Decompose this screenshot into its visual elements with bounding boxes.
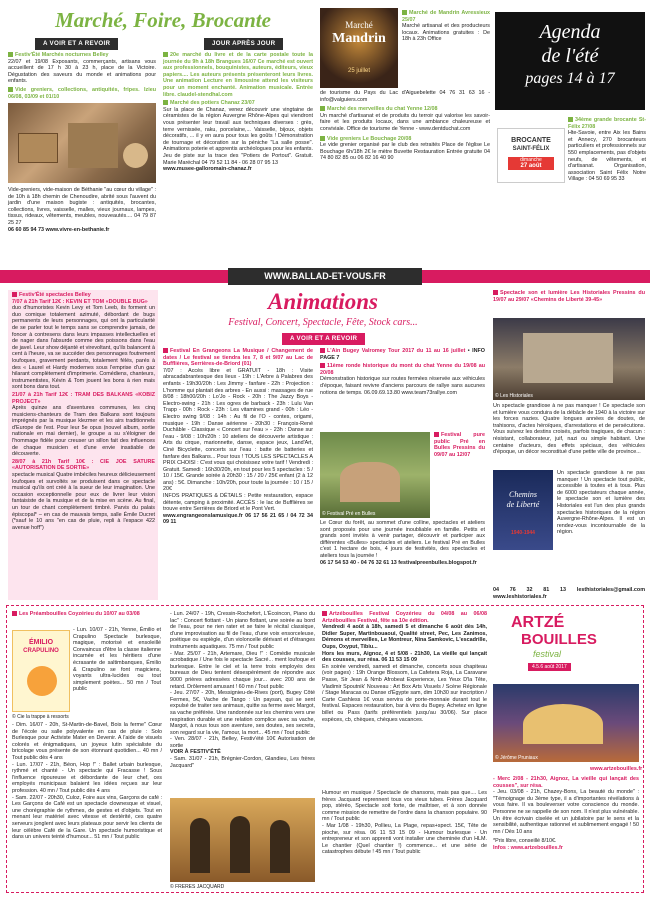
bot-col1-text2: - Dim. 16/07 - 20h, St-Martin-de-Bavel, Bois la ferme" Cœur de l'école ou salle polyvalente en cas de pluie : Solo Burlesque pour Activiste Mater en Devenir. A l'aide de visuels colorés et énigmatiques, un joyeux lutin spécialiste du bricolage vous présente de son étonnant quotidien... 40 mn / Tout public dès 4 ans - Lun. 17/07 - 21h, Béon, Hop !" : Ballet urbain burlesque, rythmé et chanté - Un spectacle qui Fracasse ! Sous l'influence rigoureuse et débordante de leur chef, ces employés municipaux balaient les idées reçues sur leur profession. 40 mn / Tout public dès 4 ans - Sam. 22/07 - 20h30, Culoz, Foire aux vins, Garçons de café : Les Garçons de Café est un spectacle clownesque et visuel, une chorégraphie de rythmes, de gestes et d'objets. Tout en menant leur matériel avec vitesse et dextérité, ces quatre serveurs jonglent avec leurs plateaux pour servir les clients de leur célèbre Café de la Gare. Un spectacle humoristique et dans un univers teinté d'humour... 51 mn / Tout public bbox=[12, 722, 162, 841]
mid-col4-text1: Un spectacle grandiose à ne pas manquer ! Ce spectacle son et lumière vous conduira de la débâcle de 1940 à la victoire sur les forces nazies. Quatre longues années de doutes, de trahisons, d'actes héroïques, d'arrestations et de persécutions. Vous suivrez les destins croisés, parfois tragiques, de chacun : résistant, collaborateur, juif, nazi ou simple habitant. Une centaine d'acteurs, des effets spéciaux, des véhicules d'époque, un décor reconstitué d'une petite ville de province... bbox=[493, 403, 645, 456]
mid-col2: Festival En Grangeons La Musique / Changement de dates / Le festival se tiendra les 7, 8 et 9/07 au Lac de Bufflières, Serrières-de-Briord (01) 7/07 : Accès libre et GRATUIT - 18h : Visite abracadabrantesque des lieux - 19h : L'Arbre à Palabres des enfants - 19h30/20h : Les Jimmy - fanfare - 22h : Projection : L'homme qui plantait des arbres - En aussi : massages de rue 8/08 : 18h00/20h : Lo'Jo - Rock - 20h : The Jazzy Boys - Electro-swing - 21h : Les ogres de barback - 23h : Lulu Van Trapp - 00h : Rock - 23h : Les vitamines grand - 00h : Léo - Electro swing 9/08 : 14h : Au fil de l'O - contes, origami, musique - 19h : Danse aérienne - 20h30 : François-René Duchâble - Classique « Concert sur l'eau » - 23h : Danse sur l'eau - 9/08 : 10h/20h : 10 ateliers de découverte artistique : Arts du cirque, marionnette, danse, espace jeux, Land'Art, Ciné Bicyclette, concerts sur l'eau : batte de batteries et fanfare des Balkans... Pour tous ! TOUS LES SPECTACLES A PRIX CHOISI : C'est vous qui choisissez votre tarif ! Vendredi : Gratuit. Samedi : 16h30/20h, en tout pour les 5 spectacles : 5 / 10 / 15€. Grande soirée à 20h30 : 15 / 20 / 25€ enfant (2 à 12 ans) : 5€. Dimanche : 10h/20h, pour toute la journée : 10 / 15 / 20€ INFOS PRATIQUES & DÉTAILS : Petite restauration, espace détente, camping à proximité. ACCÈS : le lac de Bufflières se trouve entre Serrières de Briord et le Pont Vert. www.engrangeonslamusique.fr 06 17 56 21 65 / 04 72 34 09 11 bbox=[163, 348, 313, 526]
artzebouilles-photo: © Jérôme Pruniaux bbox=[493, 684, 639, 762]
section-title-markets: Marché, Foire, Brocante bbox=[55, 8, 271, 32]
pill-jour-apres-jour: JOUR APRÈS JOUR bbox=[204, 38, 283, 50]
col3-text-1: Marché artisanal et des producteurs locaux. Animations gratuites : De 18h à 23h Office bbox=[402, 23, 490, 43]
col2-url: www.musee-galloromain-chanaz.fr bbox=[163, 166, 252, 173]
emilio-caption: © Cie la trappe à ressorts bbox=[12, 714, 69, 720]
col3-text-1b: de tourisme du Pays du Lac d'Aiguebelette 04 76 31 63 16 - info@valguiers.com bbox=[320, 90, 490, 103]
col1-heading-2: Vide greniers, collections, antiquités, fripes. Izieu 06/08, 03/09 et 01/10 bbox=[8, 86, 156, 100]
jacquard-caption: © FRERES JACQUARD bbox=[170, 884, 225, 890]
brocante-photo bbox=[8, 103, 156, 183]
pill-voir-revoir: A VOIR ET A REVOIR bbox=[35, 38, 118, 50]
historiales-photo: © Les Historiales bbox=[493, 318, 645, 400]
bot-col1: Les Préambouilles Coyzérieu du 10/07 au 03/08 bbox=[12, 611, 162, 618]
emilio-poster: ÉMILIO CRAPULINO bbox=[12, 630, 70, 712]
col3-mandrin bbox=[402, 10, 490, 43]
pill-anim: A VOIR ET A REVOIR bbox=[282, 333, 365, 345]
mid-col3-text: Le Cœur du forêt, au sommet d'une colline, spectacles et ateliers sont proposés pour une journée inoubliable en famille. Petits et grands sont invités à venir partager, découvrir et participer aux différentes «Bulles» spectacles et ateliers. Le festival Pré en Bulles c'est 1 hectare de bois, 4 jours de festivités, des spectacles et ateliers tous la journée ! 06 17 54 53 40 - 04 76 32 61 13 festivalpreenbulles.blogspot.fr bbox=[320, 520, 485, 566]
artzebouilles-poster: ARTZÉ BOUILLES festival 4.5.6 août 2017 bbox=[493, 611, 639, 681]
col2-heading-2: Marché des potiers Chanaz 23/07 bbox=[170, 100, 255, 107]
col3-heading-1: Marché de Mandrin Avressieux 25/07 bbox=[402, 10, 490, 23]
animations-subtitle: Festival, Concert, Spectacle, Fête, Stock cars... bbox=[228, 317, 418, 328]
bot-col3-text2: Humour en musique / Spectacle de chansons, mais pas que.... Les frères Jacquard reprennent tous vos vieux tubes. Frères Jacquard pop, stéréo, Spectacle soit forte, de maîtriser, et à son donnée comme mission de remettre de l'ordre dans la chanson populaire. 90 mn / Tout public - Mar 1/08 - 19h30, Pollieu, La Plage, repas+spect. 15€, Tête de pioche, sur résa. 06 11 53 15 09 - Humour burlesque - Un entrepreneur et son apprenti vont installer une cheminée d'un HLM. Le chantier (Quel chantier !) commence... et une série de catastrophes débute ! 45 mn / Tout public bbox=[322, 790, 487, 856]
banner-url: WWW.BALLAD-ET-VOUS.FR bbox=[228, 268, 422, 285]
mid-col3-festival: Festival pure public Pré en Bulles Pressins du 09/07 au 12/07 bbox=[434, 432, 485, 458]
col2-block bbox=[163, 52, 313, 173]
col1-block bbox=[8, 52, 156, 100]
mandrin-poster: Marché Mandrin 25 juillet bbox=[320, 8, 398, 88]
animations-title: Animations bbox=[268, 289, 378, 314]
mid-col3: L'Ain Bugey Valromey Tour 2017 du 11 au 16 juillet • INFO PAGE 7 11ème ronde historique du mont du chat Yenne du 19/08 au 20/08 Démonstration historique sur routes fermées réservée aux véhicules d'époque, faisant revivre d'anciens parcours de rallye sans aucunes notions de temps. 06.09.69.13.80 www.team73rallye.com bbox=[320, 348, 485, 396]
col1-text-2: Vide-greniers, vide-maison de Béthanie "au cœur du village" : de 10h à 18h chemin de Chenoudire, abrité sous l'auvent du jardin d'une maison bugiste : antiquités, brocantes, collections, livres, vaisselle, malles, vieux journaux, lampes, tissus, rideaux, vêtements, meubles, nouveautés.... 04 79 87 25 27 bbox=[8, 187, 156, 226]
st-felix-poster: BROCANTE SAINT-FÉLIX dimanche 27 août bbox=[497, 128, 565, 183]
col3-heading-2: Marché des merveilles du chat Yenne 12/08 bbox=[327, 106, 438, 113]
col2-text-1: 20e marché du livre et de la carte postale toute la journée du 9h à 18h Brangues 16/07 Ce marché est ouvert aux professionnels, bouquinistes, auteurs, éditeurs, vieux papiers.... Les auteurs présents présenteront leurs livres. Une animation Lecture en limousine attend les visiteurs pour un moment enchanté. Animation musicale. Entrée libre. claudel-stendhal.com bbox=[163, 52, 313, 98]
col4-block bbox=[568, 117, 646, 183]
col3-block bbox=[320, 90, 490, 162]
col4-heading-1: 34ème grande brocante St-Félix 27/08 bbox=[568, 117, 646, 130]
bot-col3: Artzébouilles Festival Coyzérieu du 04/08 au 06/08 Artzébouilles Festival, fête sa 10e édition. Vendredi 4 août à 18h, samedi 5 et dimanche 6 août dès 14h, Didier Super, Martinbouaoui, Qualité street, Pec, Les Zanimos, Démons et merveilles, Le Montreur, Nina Samkovic, L'escadrille, Oups, Oxyput, Tibiu... Hors les murs, Aignoz, 4 et 5/08 - 21h30, La vieille qui lançait des cousses, sur résa. 06 11 53 15 09 En soirée vendredi, samedi et dimanche, concerts sous chapiteau (voir pages) : 19h Orange Blossom, La Cafetera Roja, La Caravane Passe, Sir Jean & Nmb Afrobeat Experience, Les Yeux D'la Tête, Vladimir Spoutnik' Nouveau : Art Box Arts Visuels / Scène Régionale / Stage Maracas ou Danse d'Égypte sam, dim 10h30 sur inscription / Carte Cashless 1€ vous servira de porte-monnaie durant tout le festival. Espaces restauration, bar à vins du Bugey. Achetez en ligne billet ou Pass (tarifs préférentiels jusqu'au 30/06). Sur place espèces, cb, chèques, chèques vacances. bbox=[322, 611, 487, 723]
col2-text-2: Sur la place de Chanaz, venez découvrir une vingtaine de céramistes de la région Auvergne Rhône-Alpes qui viendront vous présenter leur travail aux techniques diverses : grès, terre vernissée, raku, porcelaine,... Vaisselle, bijoux, objets décoratifs, ... il y en aura pour tous les goûts ! Démonstration de tournage et décoration sur la péniche "La salle posse". Animations poterie et apprentis archéologues pour les enfants. Jeu de piste sur la trace des "Potiers de Portout". Gratuit. Marie Maréchal 04 79 52 11 84 - 06 28 07 95 13 bbox=[163, 106, 313, 166]
col1-contact: 06 60 85 94 73 www.vivre-en-bethanie.fr bbox=[8, 226, 110, 233]
mid-col4: Spectacle son et lumière Les Historiales Pressins du 19/07 au 29/07 «Chemins de Liberté 39-45» bbox=[493, 290, 645, 303]
bot-col2: - Lun. 24/07 - 19h, Cressin-Rochefort, L'Écoincon, Piano du lac" : Concert flottant - Un piano flottant, une soirée au bord de l'eau, pour ne rien rater et se faire le récital classique, d'une improvisation au fil de l'eau, d'une voix ensorceleuse, poétique ou espiègle, d'un violoncelle dérivant et d'étranges instruments aquatiques. 75 mn / Tout public - Mar. 25/07 - 21h, Artemare, Dieu !" : Comédie musicale acrobatique / Une fois le spectacle Sacré... ment loufoque et burlesque. Entre le ciel et la terre trois employés des bureaux de Dieu tentent désespérément de répondre aux 9000 prières adressées chaque jour... avec 200 ans de retard. Drôlement amusant ! 60 mn / Tout public - Jeu. 27/07 - 20h, Messignieu-de-Rives (port), Bugey Côté Fermes, 5€, Vache de Tango : Un paysan, qui se sent expulsé de traiter ses animaux, quitte sa ferme avec Margot, sa vache préférée. Une randonnée sur les chemins vers une respiration durable et une relation complice avec sa vache, Margot, à nous tous son aventure, ses doutes, ses secrets, son regard sur la vie, l'amour, la mort... 45 mn / Tout public - Ven. 28/07 - 21h, Belley, Festiv'été 10€ Autorisation de sortie VOIR À FESTIV'ÉTÉ - Sam. 31/07 - 21h, Brégnier-Cordon, Glandieu, Les frères Jacquard" bbox=[170, 611, 315, 769]
col1-text-1: 22/07 et 19/08 Exposants, commerçants, artisans vous accueillent de 17 h 30 à 23 h, place de la Victoire. Dégustation des saveurs du monde et animations pour enfants. bbox=[8, 58, 156, 85]
col1-heading-1: Festiv'Été Marchés nocturnes Belley bbox=[15, 52, 109, 58]
artzebouilles-url[interactable]: www.artzebouilles.fr bbox=[590, 766, 643, 772]
mid-col4-contact: 04 76 32 81 13 lesthistoriales@gmail.com www.leshistoriales.fr bbox=[493, 587, 645, 600]
freres-jacquard-photo bbox=[170, 798, 315, 882]
col3-text-3: Le vide grenier organisé par le club des retraités Place de l'église Le Bouchage 6h/18h 2€ le mètre Buvette Restauration Entrée gratuite 04 74 80 82 85 ou 06 82 16 40 90 bbox=[320, 142, 490, 162]
bullet-square-icon bbox=[8, 52, 13, 57]
agenda-box: Agenda de l'été pages 14 à 17 bbox=[495, 12, 645, 110]
mid-col1: Festiv'Été spectacles Belley 7/07 à 21h Tarif 12€ : KEVIN ET TOM «DOUBLE BUG» duo d'humoristes Kevin Levy et Tom Leeb, ils forment un duo comique totalement azimuté, débordant de bugs permanents de leurs personnages, qui ont la particularité de se parler tout le temps sans se comprendre jamais, de foncer à contresens dans leurs impasses intellectuelles et de nager dans l'absurde comme des poissons dans l'eau de javel. Leur show déjanté et virevoltant, qu'ils balancent à cent à l'heure, va se succéder des personnages foutrement loufoques, gravement perdants, totalement félés, parés à des « Laurel et Hardy modernes sous l'emprise d'un gaz hilarant complètement d'imprimerie. Comédiens, chanteurs, instrumentistes, Kévin & Tom jouent les bons à rien mais sont bons dans tout. 21/07 à 21h Tarif 12€ : TRAM DES BALKANS «KOBIZ PROJECT» Après quinze ans d'aventures communes, les cinq musiciens-chanteurs de Tram des Balkans sont toujours imprégnés par la musique klezmer et les airs traditionnels d'Europe de l'est. Pour leur 5e opus (nouvel album, sortie nationale en mai dernier), le groupe a su s'éloigner de l'hommage fidèle pour creuser un sillon fait des influences de chaque musicien et d'une envie insatiable de découverte. 28/07 à 21h Tarif 10€ : CIE JOE SATURE «AUTORISATION DE SORTIE» spectacle musical Quatre imbéciles heureux délicieusement loufoques et survoltés se produisent dans ce spectacle musical qu'ils ont créé à la sueur de leur imagination. Une occasion exceptionnelle pour eux de livrer leur vision fantaisiste de la musique et de la mise en scène. Au final, un tour de chant complètement timbré. Parvis du palais épiscopal* – en cas de mauvais temps, salle Émile Ducret (*sauf le 10 ans "en cas de pluie, repli à l'espace 422 avenue hoff") bbox=[12, 292, 155, 531]
col1-block-2 bbox=[8, 187, 156, 233]
col3-text-2: Un marché d'artisanat et de produits du terroir qui valorise les savoir-faire et les produits locaux, dans une ambiance chaleureuse et conviviale. Office de tourisme de Yenne - www.dentduchat.com bbox=[320, 112, 490, 132]
pre-en-bulles-photo: © Festival Pré en Bulles bbox=[320, 432, 430, 518]
mid-col4-text2: Un spectacle grandiose à ne pas manquer ! Un spectacle tout public, accessible à toutes et à tous. Plus de 6000 spectateurs chaque année, le spectacle son et lumière des Historiales est l'un des plus grands spectacles historiques de la région Auvergne-Rhône-Alpes. Il est un rendez-vous incontournable de la région. bbox=[557, 470, 645, 536]
col4-text-1: Hte-Savoie, entre Aix les Bains et Annecy, 270 brocanteurs particuliers et professionnels sur 550 emplacements, pas d'objets neufs, de vêtements, et d'artisanat. Organisation, association Saint Félix Notre Village : 04 50 69 95 33 bbox=[568, 130, 646, 183]
chemins-liberte-poster: Chemins de Liberté 1940-1944 bbox=[493, 470, 553, 550]
bot-col4-text: - Merc 2/08 - 21h30, Aignoz, La vieille qui lançait des cousses", sur résa. - Jeu. 03/08 - 21h, Chazey-Bons, La beauté du monde" : "Témoignage du 3ème type, il a d'importantes révélations à vous faire. Il va bouleverser votre conscience du monde. Personne ne se rappelle de son nom. Il n'est plus vulnérable. Un être écrivain ciselée et un jubilatoire par le sens et la sensibilité, authentique rationnel et sublimement engagé ! 50 mn / Dès 10 ans *Prix libre, conseillé 8/10€. Infos : www.artzebouilles.fr bbox=[493, 776, 639, 851]
col3-heading-3: Vide greniers Le Bouchage 20/08 bbox=[327, 135, 412, 142]
bot-col1-text: - Lun. 10/07 - 21h, Yenne, Émilio et Crapulino Spectacle burlesque, magique, motorisé et ensoleillé Convaincus d'être la classe italienne incarnée et les héritiers d'une écrasante de saltimbanques, Émilio & Crapulino se font magiciens, voyants ultra-lucides ou tout simplement poètes... 50 mn / Tout public bbox=[73, 627, 161, 693]
